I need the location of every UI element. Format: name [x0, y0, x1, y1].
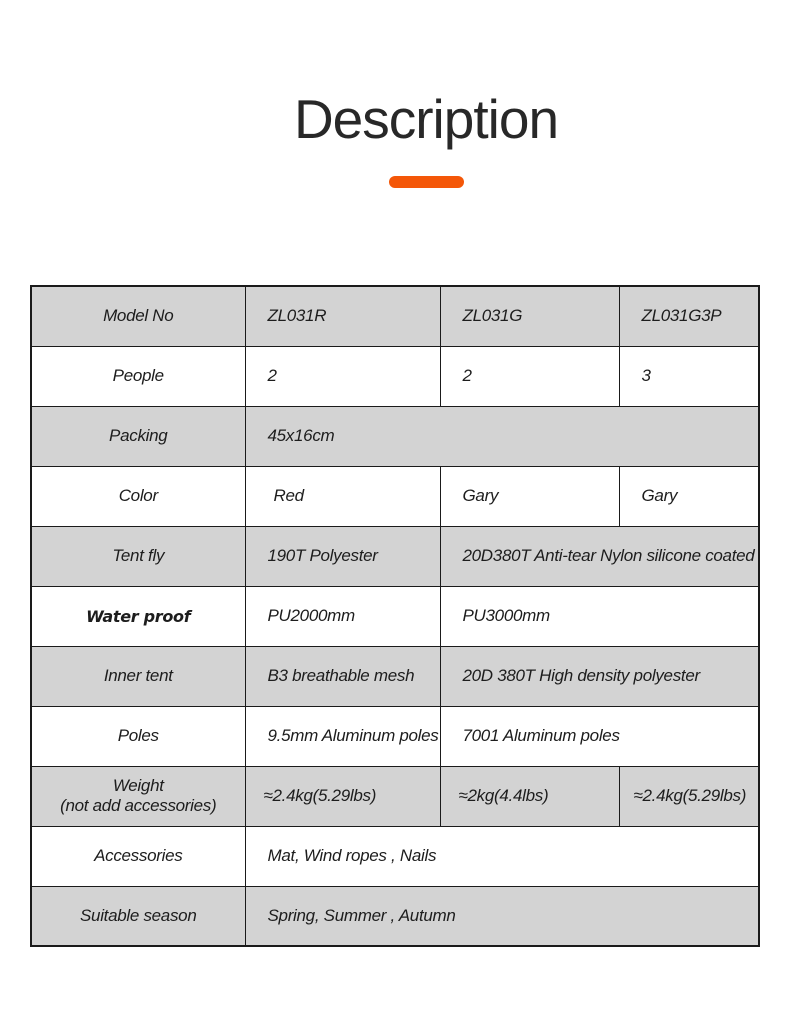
spec-value: 2 — [245, 346, 440, 406]
page-title: Description — [293, 88, 559, 150]
row-label — [31, 766, 245, 826]
spec-value: ZL031G3P — [619, 286, 759, 346]
spec-value: 3 — [619, 346, 759, 406]
spec-value: ZL031G — [440, 286, 619, 346]
spec-value: Mat, Wind ropes , Nails — [245, 826, 759, 886]
row-accessories — [31, 826, 759, 886]
row-packing — [31, 406, 759, 466]
row-color — [31, 466, 759, 526]
spec-value: 45x16cm — [245, 406, 759, 466]
row-label: Tent fly — [31, 526, 245, 586]
row-tent-fly — [31, 526, 759, 586]
row-label: Model No — [31, 286, 245, 346]
spec-value: Gary — [619, 466, 759, 526]
spec-value: PU3000mm — [440, 586, 759, 646]
spec-value: ≈2.4kg(5.29lbs) — [245, 766, 440, 826]
row-label: Packing — [31, 406, 245, 466]
header — [31, 0, 790, 188]
row-model-no — [31, 286, 759, 346]
water-proof-label: Water proof — [74, 599, 202, 634]
row-label: Inner tent — [31, 646, 245, 706]
spec-value: 190T Polyester — [245, 526, 440, 586]
spec-value: Red — [245, 466, 440, 526]
row-suitable-season — [31, 886, 759, 946]
row-inner-tent — [31, 646, 759, 706]
title-underline — [389, 176, 464, 188]
row-label: Poles — [31, 706, 245, 766]
weight-label: Weight — [112, 776, 164, 796]
row-label: People — [31, 346, 245, 406]
row-label — [31, 586, 245, 646]
spec-value: 20D 380T High density polyester — [440, 646, 759, 706]
row-label: Suitable season — [31, 886, 245, 946]
row-people — [31, 346, 759, 406]
spec-table — [30, 285, 760, 947]
row-label: Color — [31, 466, 245, 526]
row-label: Accessories — [31, 826, 245, 886]
spec-value: ZL031R — [245, 286, 440, 346]
spec-value: PU2000mm — [245, 586, 440, 646]
spec-value: 2 — [440, 346, 619, 406]
row-weight — [31, 766, 759, 826]
spec-value: B3 breathable mesh — [245, 646, 440, 706]
spec-value: 7001 Aluminum poles — [440, 706, 759, 766]
spec-value: 9.5mm Aluminum poles — [245, 706, 440, 766]
row-poles — [31, 706, 759, 766]
spec-value: ≈2kg(4.4lbs) — [440, 766, 619, 826]
spec-value: 20D380T Anti-tear Nylon silicone coated — [440, 526, 759, 586]
spec-value: ≈2.4kg(5.29lbs) — [619, 766, 759, 826]
row-water-proof — [31, 586, 759, 646]
weight-label-sub: (not add accessories) — [60, 796, 217, 815]
spec-value: Gary — [440, 466, 619, 526]
spec-value: Spring, Summer , Autumn — [245, 886, 759, 946]
